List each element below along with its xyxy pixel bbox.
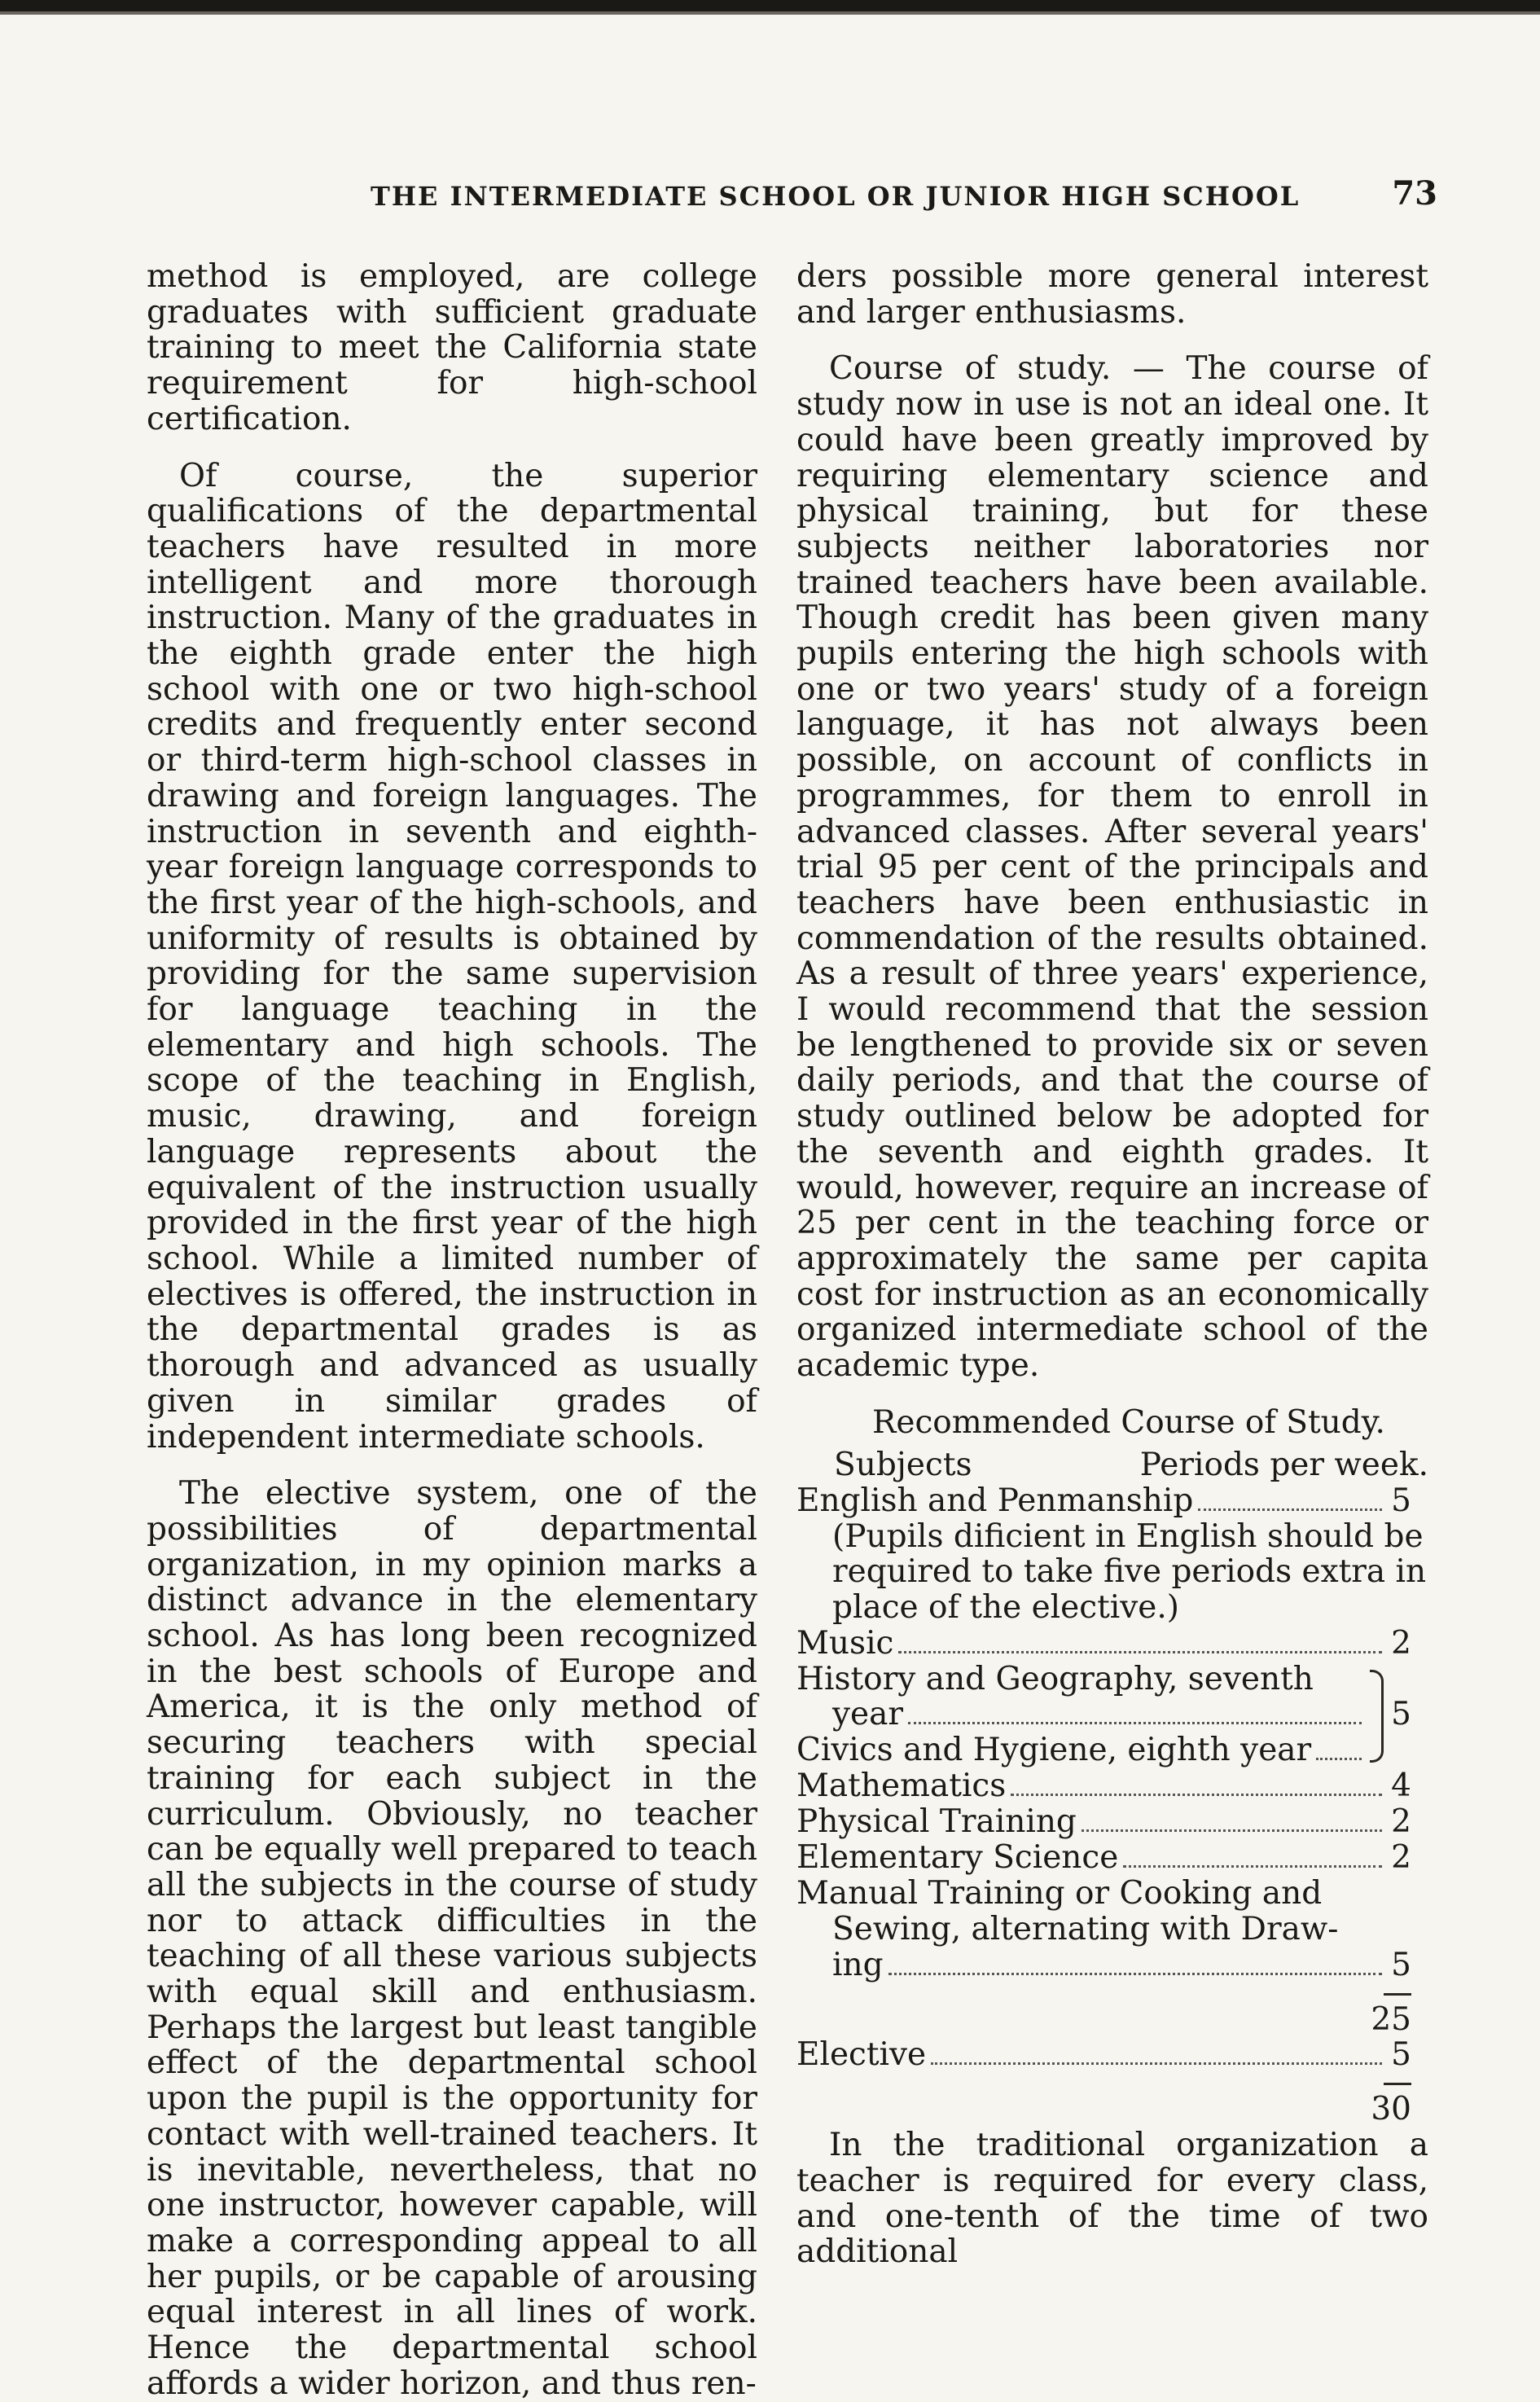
sum-rule (1384, 2083, 1411, 2085)
running-header (371, 171, 1437, 220)
periods-value: 4 (1391, 1767, 1411, 1805)
table-row (796, 2037, 1411, 2073)
course-of-study-table (796, 1405, 1428, 2128)
leader-dots (1123, 1865, 1382, 1868)
periods-value: 5 (1391, 1482, 1411, 1519)
total-value: 30 (1371, 2091, 1411, 2128)
leader-dots (1316, 1758, 1362, 1760)
table-row (796, 1483, 1411, 1519)
periods-value: 2 (1391, 1839, 1411, 1877)
table-note: (Pupils dificient in English should be required to take five periods extra in place of the elective.) (832, 1517, 1427, 1626)
table-title: Recommended Course of Study. (872, 1403, 1385, 1441)
table-row (796, 1697, 1367, 1732)
subject-label: Elementary Science (796, 1839, 1119, 1877)
periods-value: 5 (1391, 2036, 1411, 2074)
brace (1370, 1670, 1384, 1763)
periods-value: 5 (1391, 1695, 1411, 1732)
subject-label: Music (796, 1624, 894, 1662)
column-header-periods: Periods per week. (1139, 1446, 1428, 1483)
subject-label: Mathematics (796, 1767, 1007, 1805)
paragraph: Of course, the superior qualifications of the departmental teachers have resulted in more intelligent and more thorough instruction. Many of the graduates in the eighth grade enter the high school with one or two high-school credits and frequently enter second or third-term high-school classes in drawing and foreign languages. The instruction in seventh and eighth-year foreign language corresponds to the first year of the high-schools, and uniformity of results is obtained by providing for the same supervision for language teaching in the elementary and high schools. The scope of the teaching in English, music, drawing, and foreign language represents about the equivalent of the instruction usually provided in the first year of the high school. While a limited number of electives is offered, the instruction in the departmental grades is as thorough and advanced as usually given in similar grades of independent intermediate schools. (147, 457, 757, 1456)
paragraph: Course of study. — The course of study now in use is not an ideal one. It could have been greatly improved by requiring elementary science and physical training, but for these subjects neither laboratories nor trained teachers have been available. Though credit has been given many pupils entering the high schools with one or two years' study of a foreign language, it has not always been possible, on account of conflicts in programmes, for them to enroll in advanced classes. After several years' trial 95 per cent of the principals and teachers have been enthusiastic in commendation of the results obtained. As a result of three years' experience, I would recommend that the session be lengthened to provide six or seven daily periods, and that the course of study outlined below be adopted for the seventh and eighth grades. It would, however, require an increase of 25 per cent in the teaching force or approximately the same per capita cost for instruction as an economically organized intermediate school of the academic type. (796, 350, 1428, 1385)
right-column (796, 259, 1428, 2291)
sum-rule (1384, 1993, 1411, 1996)
paragraph: In the traditional organization a teacher is required for every class, and one-tenth of the time of two additional (796, 2127, 1428, 2271)
subject-label: Sewing, alternating with Draw- (832, 1911, 1339, 1948)
page-number: 73 (1392, 174, 1437, 213)
subtotal-value: 25 (1371, 2000, 1411, 2038)
leader-dots (1011, 1794, 1382, 1796)
table-row (796, 1804, 1411, 1840)
subject-label: Civics and Hygiene, eighth year (796, 1732, 1312, 1769)
column-header-subjects: Subjects (834, 1446, 972, 1483)
leader-dots (1082, 1829, 1382, 1832)
periods-value: 5 (1391, 1946, 1411, 1983)
periods-value: 2 (1391, 1803, 1411, 1841)
paragraph: ders possible more general interest and larger enthusiasms. (796, 258, 1428, 331)
table-row (796, 1948, 1411, 1983)
table-row (796, 1768, 1411, 1804)
leader-dots (908, 1722, 1362, 1724)
table-row (796, 1840, 1411, 1876)
paragraph: method is employed, are college graduates with sufficient graduate training to meet the California state requirement for high-school certification. (147, 258, 757, 437)
periods-value: 2 (1391, 1624, 1411, 1662)
page-top-rule (0, 0, 1540, 11)
leader-dots (898, 1651, 1382, 1653)
leader-dots (931, 2062, 1382, 2065)
subject-label: ing (832, 1946, 884, 1983)
subject-label: English and Penmanship (796, 1482, 1194, 1519)
leader-dots (1198, 1508, 1382, 1511)
left-column (147, 259, 757, 2401)
leader-dots (888, 1973, 1382, 1975)
subject-label: Manual Training or Cooking and (796, 1875, 1323, 1912)
page-top-rule-shadow (0, 11, 1540, 15)
table-row (796, 1626, 1411, 1662)
table-header (796, 1444, 1428, 1483)
table-row (796, 1732, 1367, 1768)
running-title: THE INTERMEDIATE SCHOOL OR JUNIOR HIGH SCHOOL (371, 181, 1301, 212)
subject-label: Physical Training (796, 1803, 1077, 1841)
subject-label: year (832, 1696, 904, 1733)
paragraph: The elective system, one of the possibilities of departmental organization, in my opinion marks a distinct advance in the elementary school. As has long been recognized in the best schools of Europe and America, it is the only method of securing teachers with special training for each subject in the curriculum. Obviously, no teacher can be equally well prepared to teach all the subjects in the course of study nor to attack difficulties in the teaching of all these various subjects with equal skill and enthusiasm. Perhaps the largest but least tangible effect of the departmental school upon the pupil is the opportunity for contact with well-trained teachers. It is inevitable, nevertheless, that no one instructor, however capable, will make a corresponding appeal to all her pupils, or be capable of arousing equal interest in all lines of work. Hence the departmental school affords a wider horizon, and thus ren- (147, 1475, 757, 2402)
subject-label: History and Geography, seventh (796, 1660, 1314, 1697)
table-row-group (796, 1662, 1411, 1769)
subject-label: Elective (796, 2036, 927, 2074)
